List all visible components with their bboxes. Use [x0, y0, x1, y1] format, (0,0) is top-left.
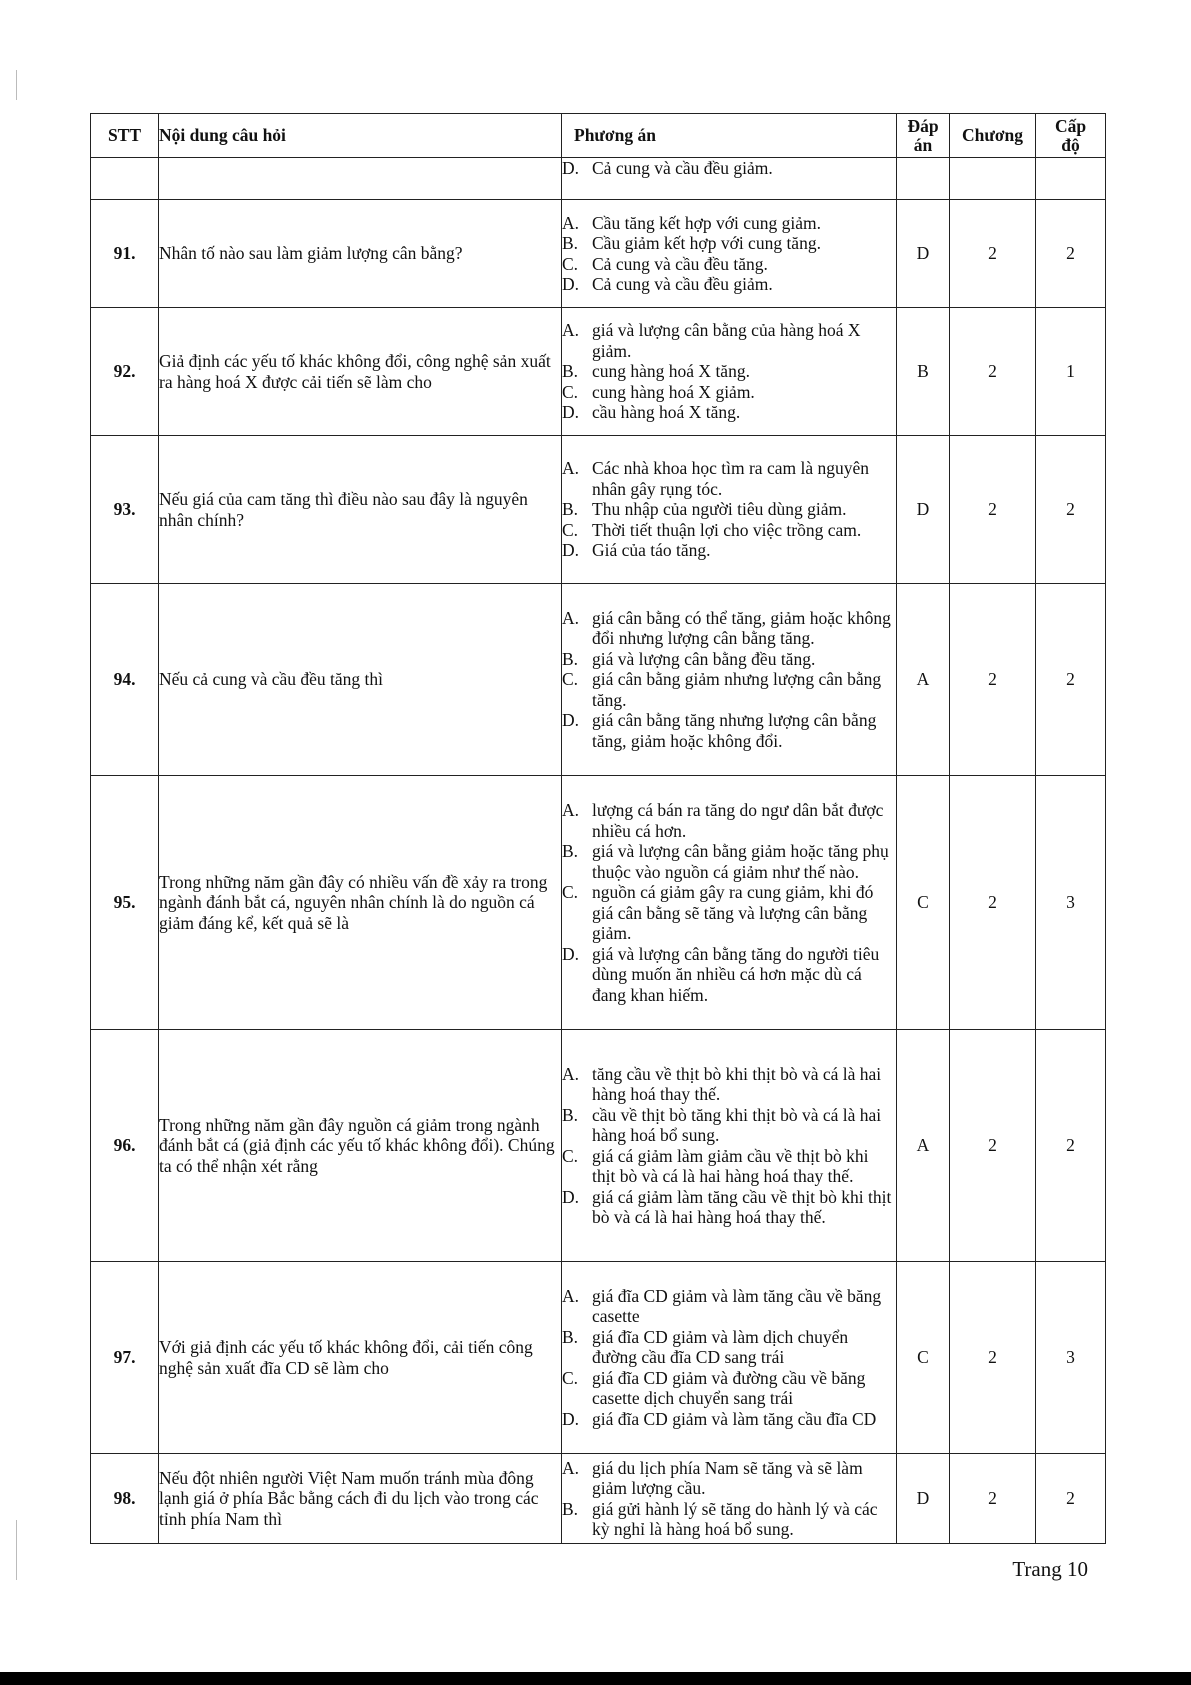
option-item — [562, 800, 896, 841]
option-text: giá cân bằng giảm nhưng lượng cân bằng tăng. — [592, 669, 882, 710]
answer-cell: C — [897, 1262, 950, 1454]
question-table — [90, 113, 1106, 1544]
header-row — [91, 114, 1106, 158]
question-row — [91, 436, 1106, 584]
option-item — [562, 944, 896, 1006]
question-options — [562, 1454, 897, 1544]
scan-margin-mark — [16, 1520, 17, 1580]
option-item — [562, 520, 896, 541]
option-item — [562, 669, 896, 710]
option-item — [562, 649, 896, 670]
option-item — [562, 1458, 896, 1499]
option-text: giá du lịch phía Nam sẽ tăng và sẽ làm giảm lượng cầu. — [592, 1457, 863, 1498]
level-cell: 2 — [1036, 200, 1106, 308]
option-text: giá cân bằng tăng nhưng lượng cân bằng tăng, giảm hoặc không đổi. — [592, 710, 877, 751]
option-text: cung hàng hoá X tăng. — [592, 361, 750, 382]
answer-cell: D — [897, 436, 950, 584]
option-letter: D. — [562, 402, 580, 423]
header-chapter: Chương — [950, 114, 1036, 158]
question-options — [562, 776, 897, 1030]
option-letter: C. — [562, 882, 579, 902]
option-text: giá đĩa CD giảm và làm tăng cầu đĩa CD — [592, 1408, 877, 1429]
option-text: giá đĩa CD giảm và đường cầu về băng casette dịch chuyển sang trái — [592, 1367, 866, 1409]
option-item — [562, 1187, 896, 1228]
header-question: Nội dung câu hỏi — [159, 114, 562, 158]
question-number: 91. — [91, 200, 159, 308]
option-item — [562, 274, 896, 295]
question-options — [562, 1262, 897, 1454]
option-letter: A. — [562, 1457, 580, 1478]
header-level-line2: độ — [1061, 134, 1080, 155]
continuation-stt — [91, 158, 159, 200]
chapter-cell: 2 — [950, 308, 1036, 436]
option-letter: D. — [562, 710, 580, 731]
option-item — [562, 1409, 896, 1430]
option-text: tăng cầu về thịt bò khi thịt bò và cá là hai hàng hoá thay thế. — [592, 1063, 882, 1104]
answer-cell: A — [897, 1030, 950, 1262]
option-text: Thời tiết thuận lợi cho việc trồng cam. — [592, 519, 862, 540]
option-item — [562, 1286, 896, 1327]
option-text: giá gửi hành lý sẽ tăng do hành lý và các kỳ nghỉ là hàng hoá bổ sung. — [592, 1498, 878, 1539]
answer-cell: C — [897, 776, 950, 1030]
answer-cell: B — [897, 308, 950, 436]
continuation-answer — [897, 158, 950, 200]
option-letter: C. — [562, 381, 579, 402]
answer-cell: D — [897, 200, 950, 308]
option-item — [562, 382, 896, 403]
chapter-cell: 2 — [950, 436, 1036, 584]
level-cell: 1 — [1036, 308, 1106, 436]
header-level-line1: Cấp — [1054, 115, 1087, 136]
option-text: Thu nhập của người tiêu dùng giảm. — [592, 499, 847, 520]
question-row — [91, 776, 1106, 1030]
option-letter: C. — [562, 253, 579, 274]
chapter-cell: 2 — [950, 776, 1036, 1030]
option-text: giá và lượng cân bằng của hàng hoá X giảm. — [592, 320, 861, 361]
option-letter: D. — [562, 540, 580, 561]
option-letter: B. — [562, 648, 579, 669]
question-options — [562, 200, 897, 308]
level-cell: 2 — [1036, 1454, 1106, 1544]
option-text: giá cá giảm làm tăng cầu về thịt bò khi thịt bò và cá là hai hàng hoá thay thế. — [592, 1186, 892, 1227]
option-item — [562, 213, 896, 234]
level-cell: 3 — [1036, 1262, 1106, 1454]
chapter-cell: 2 — [950, 200, 1036, 308]
option-letter: D. — [562, 274, 580, 294]
question-options — [562, 584, 897, 776]
continuation-chapter — [950, 158, 1036, 200]
option-text: Giá của táo tăng. — [592, 540, 711, 561]
option-item — [562, 1327, 896, 1368]
question-text: Giả định các yếu tố khác không đổi, công nghệ sản xuất ra hàng hoá X được cải tiến sẽ làm cho — [159, 308, 562, 436]
header-stt: STT — [91, 114, 159, 158]
option-letter: C. — [562, 1145, 579, 1166]
question-row — [91, 1262, 1106, 1454]
option-item — [562, 254, 896, 275]
question-number: 96. — [91, 1030, 159, 1262]
header-answer-line2: án — [913, 134, 933, 155]
level-cell: 2 — [1036, 436, 1106, 584]
chapter-cell: 2 — [950, 584, 1036, 776]
option-letter: C. — [562, 1367, 579, 1388]
level-cell: 3 — [1036, 776, 1106, 1030]
question-text: Nếu giá của cam tăng thì điều nào sau đây là nguyên nhân chính? — [159, 436, 562, 584]
question-text: Với giả định các yếu tố khác không đổi, cải tiến công nghệ sản xuất đĩa CD sẽ làm cho — [159, 1262, 562, 1454]
scan-margin-mark — [16, 70, 17, 100]
page-number: Trang 10 — [1012, 1557, 1088, 1581]
option-letter: B. — [562, 1104, 579, 1125]
question-number: 93. — [91, 436, 159, 584]
question-text: Trong những năm gần đây nguồn cá giảm trong ngành đánh bắt cá (giả định các yếu tố khác không đổi). Chúng ta có thể nhận xét rằng — [159, 1030, 562, 1262]
header-level — [1036, 114, 1106, 158]
scan-bottom-edge — [0, 1672, 1191, 1685]
option-item — [562, 841, 896, 882]
option-text: giá và lượng cân bằng tăng do người tiêu dùng muốn ăn nhiều cá hơn mặc dù cá đang khan hiếm. — [592, 943, 880, 1005]
option-text: giá cân bằng có thể tăng, giảm hoặc không đổi nhưng lượng cân bằng tăng. — [592, 607, 891, 649]
question-row — [91, 200, 1106, 308]
option-letter: D. — [562, 1186, 580, 1207]
option-letter: A. — [562, 1285, 580, 1306]
option-text: cầu hàng hoá X tăng. — [592, 402, 741, 423]
option-item — [562, 540, 896, 561]
option-item — [562, 458, 896, 499]
option-letter: B. — [562, 499, 579, 520]
option-letter: B. — [562, 841, 579, 861]
option-text: giá và lượng cân bằng đều tăng. — [592, 648, 816, 669]
option-item — [562, 158, 896, 179]
option-item — [562, 402, 896, 423]
chapter-cell: 2 — [950, 1454, 1036, 1544]
option-text: giá đĩa CD giảm và làm dịch chuyển đường cầu đĩa CD sang trái — [592, 1326, 849, 1368]
continuation-row — [91, 158, 1106, 200]
option-item — [562, 1064, 896, 1105]
question-text: Trong những năm gần đây có nhiều vấn đề xảy ra trong ngành đánh bắt cá, nguyên nhân chính là do nguồn cá giảm đáng kể, kết quả sẽ là — [159, 776, 562, 1030]
question-row — [91, 584, 1106, 776]
option-letter: D. — [562, 158, 580, 178]
chapter-cell: 2 — [950, 1262, 1036, 1454]
option-text: Các nhà khoa học tìm ra cam là nguyên nhân gây rụng tóc. — [592, 458, 869, 499]
option-text: lượng cá bán ra tăng do ngư dân bắt được nhiều cá hơn. — [592, 800, 884, 841]
header-options: Phương án — [562, 114, 897, 158]
option-item — [562, 1368, 896, 1409]
option-item — [562, 499, 896, 520]
option-item — [562, 1499, 896, 1540]
option-letter: B. — [562, 233, 579, 253]
answer-cell: A — [897, 584, 950, 776]
question-text: Nếu cả cung và cầu đều tăng thì — [159, 584, 562, 776]
option-letter: C. — [562, 519, 579, 540]
option-text: giá đĩa CD giảm và làm tăng cầu về băng casette — [592, 1285, 882, 1327]
option-letter: A. — [562, 320, 580, 341]
option-text: nguồn cá giảm gây ra cung giảm, khi đó giá cân bằng sẽ tăng và lượng cân bằng giảm. — [592, 882, 874, 943]
option-letter: D. — [562, 1408, 580, 1429]
option-item — [562, 710, 896, 751]
option-item — [562, 361, 896, 382]
question-number: 97. — [91, 1262, 159, 1454]
option-item — [562, 320, 896, 361]
level-cell: 2 — [1036, 1030, 1106, 1262]
option-item — [562, 608, 896, 649]
level-cell: 2 — [1036, 584, 1106, 776]
option-text: cầu về thịt bò tăng khi thịt bò và cá là hai hàng hoá bổ sung. — [592, 1104, 882, 1145]
option-letter: A. — [562, 800, 580, 820]
question-text: Nếu đột nhiên người Việt Nam muốn tránh mùa đông lạnh giá ở phía Bắc bằng cách đi du lịch vào trong các tỉnh phía Nam thì — [159, 1454, 562, 1544]
question-number: 94. — [91, 584, 159, 776]
option-letter: A. — [562, 212, 580, 233]
question-row — [91, 1030, 1106, 1262]
option-letter: A. — [562, 607, 580, 628]
option-text: giá và lượng cân bằng giảm hoặc tăng phụ thuộc vào nguồn cá giảm như thế nào. — [592, 841, 889, 882]
option-letter: D. — [562, 943, 580, 964]
option-letter: B. — [562, 361, 579, 382]
question-text: Nhân tố nào sau làm giảm lượng cân bằng? — [159, 200, 562, 308]
option-letter: A. — [562, 458, 580, 479]
question-number: 92. — [91, 308, 159, 436]
question-number: 98. — [91, 1454, 159, 1544]
option-item — [562, 1146, 896, 1187]
continuation-options — [562, 158, 897, 200]
continuation-question — [159, 158, 562, 200]
chapter-cell: 2 — [950, 1030, 1036, 1262]
question-row — [91, 308, 1106, 436]
option-letter: A. — [562, 1063, 580, 1084]
question-number: 95. — [91, 776, 159, 1030]
option-text: Cả cung và cầu đều giảm. — [592, 274, 773, 294]
option-text: Cả cung và cầu đều giảm. — [592, 158, 773, 178]
option-text: giá cá giảm làm giảm cầu về thịt bò khi thịt bò và cá là hai hàng hoá thay thế. — [592, 1145, 869, 1186]
option-letter: B. — [562, 1326, 579, 1347]
option-text: Cầu giảm kết hợp với cung tăng. — [592, 233, 821, 253]
header-answer-line1: Đáp — [907, 115, 939, 136]
option-letter: B. — [562, 1498, 579, 1519]
option-item — [562, 1105, 896, 1146]
option-item — [562, 882, 896, 944]
header-answer — [897, 114, 950, 158]
question-options — [562, 1030, 897, 1262]
option-item — [562, 233, 896, 254]
option-text: cung hàng hoá X giảm. — [592, 381, 755, 402]
question-options — [562, 436, 897, 584]
continuation-level — [1036, 158, 1106, 200]
answer-cell: D — [897, 1454, 950, 1544]
option-text: Cầu tăng kết hợp với cung giảm. — [592, 212, 821, 233]
question-options — [562, 308, 897, 436]
option-letter: C. — [562, 669, 579, 690]
option-text: Cả cung và cầu đều tăng. — [592, 253, 768, 274]
question-row — [91, 1454, 1106, 1544]
